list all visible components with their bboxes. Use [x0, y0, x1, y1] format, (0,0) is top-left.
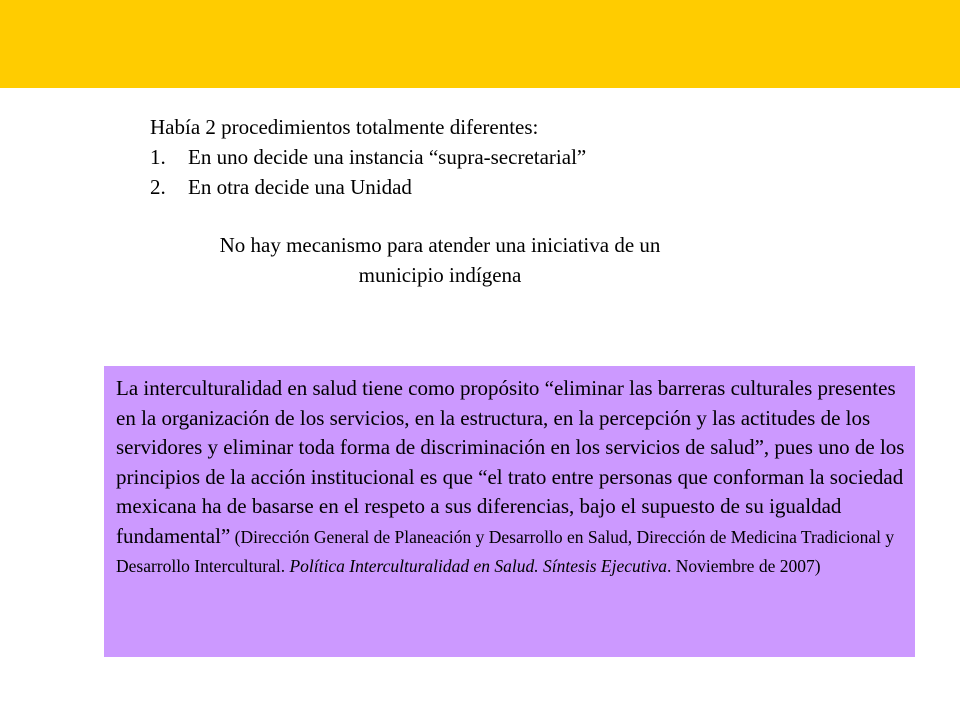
note-text: [180, 230, 700, 290]
citation-close: . Noviembre de 2007): [666, 556, 821, 576]
procedures-heading: Había 2 procedimientos totalmente diferentes:: [150, 115, 539, 139]
quote-text: La interculturalidad en salud tiene como propósito “eliminar las barreras culturales presentes en la organización de los servicios, en la estructura, en la percepción y las actitudes de los servidores y eliminar toda forma de discriminación en los servicios de salud”, pues uno de los principios de la acción institucional es que “el trato entre personas que conforman la sociedad mexicana ha de basarse en el respeto a sus diferencias, bajo el supuesto de su igualdad fundamental”: [116, 376, 905, 548]
list-item-number: 1.: [150, 145, 166, 169]
quote-box: [104, 366, 915, 657]
note-line-1: No hay mecanismo para atender una iniciativa de un: [219, 233, 661, 257]
citation-open: (Dirección General de Planeación y Desarrollo en Salud, Dirección de Medicina Tradicional y Desarrollo Intercultural.: [116, 526, 895, 576]
list-item: [150, 142, 770, 172]
procedures-list: [150, 142, 770, 202]
list-item-text: En otra decide una Unidad: [188, 175, 412, 199]
citation: [116, 527, 894, 577]
citation-title: Política Interculturalidad en Salud. Síntesis Ejecutiva: [289, 556, 667, 576]
procedures-section: [150, 112, 770, 202]
list-item-text: En uno decide una instancia “supra-secretarial”: [188, 145, 587, 169]
header-band: [0, 0, 960, 88]
note-line-2: municipio indígena: [358, 263, 522, 287]
quote-paragraph: [116, 374, 905, 581]
list-item-number: 2.: [150, 175, 166, 199]
list-item: [150, 172, 770, 202]
